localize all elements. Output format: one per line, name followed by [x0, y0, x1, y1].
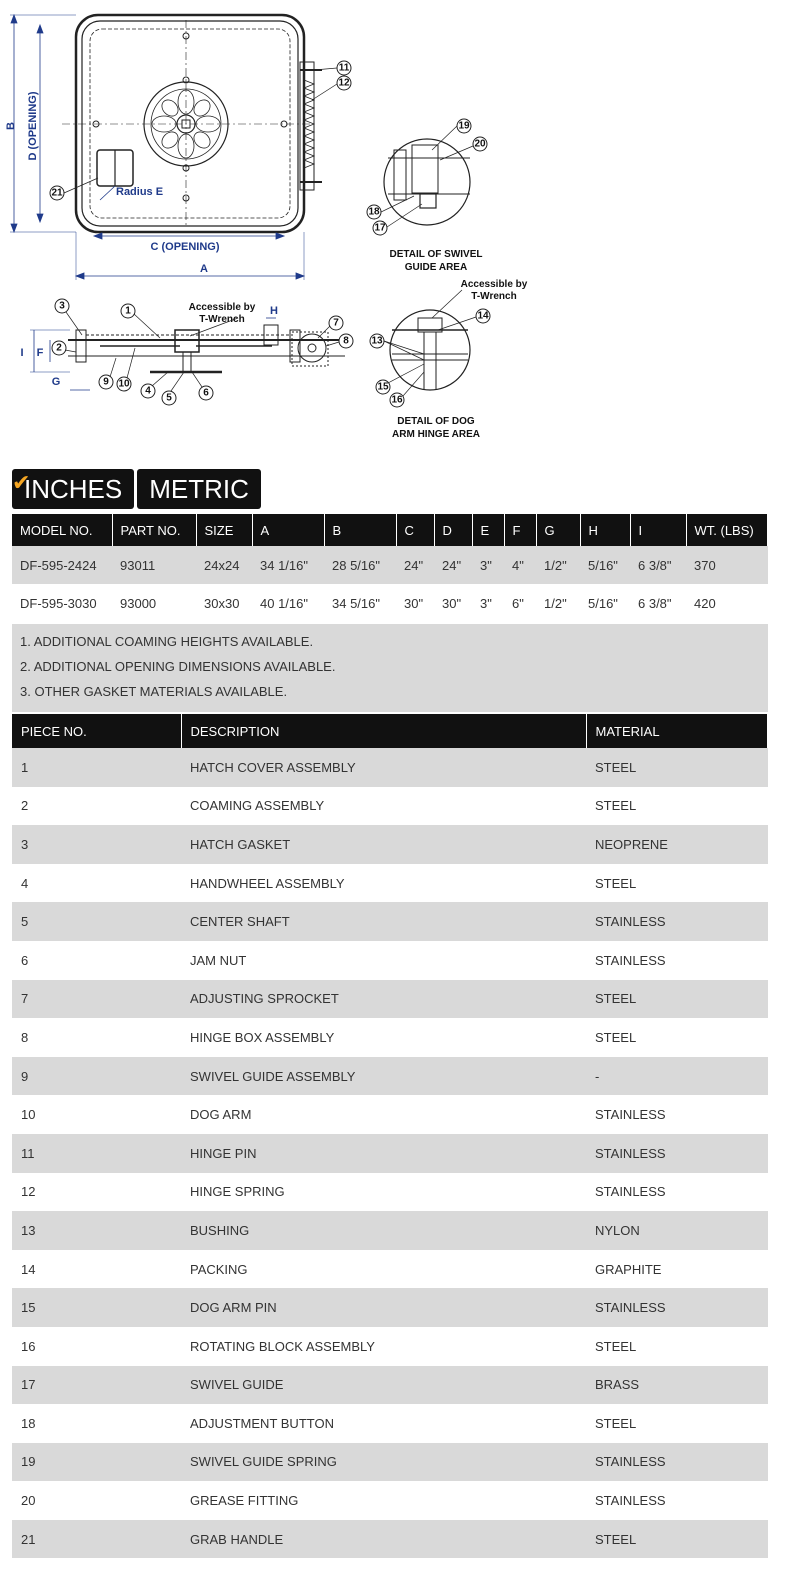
spec-cell: 93011 — [112, 546, 196, 584]
piece-no-cell: 20 — [21, 1493, 36, 1509]
spec-header-cell: PART NO. — [112, 514, 196, 546]
detail-swivel-guide — [384, 139, 470, 225]
spec-cell: 34 5/16" — [332, 595, 380, 611]
side-view — [30, 318, 345, 390]
piece-no-cell: 19 — [12, 1443, 181, 1482]
spec-header-cell: D — [434, 514, 472, 546]
description-cell: DOG ARM PIN — [181, 1288, 586, 1327]
dim-g-label: G — [51, 376, 61, 388]
tab-metric[interactable] — [137, 469, 261, 509]
description-cell: COAMING ASSEMBLY — [190, 798, 325, 814]
description-cell: GRAB HANDLE — [181, 1520, 586, 1559]
parts-row — [12, 1520, 768, 1559]
parts-row — [12, 1250, 768, 1289]
accessible-detail-line-2: T-Wrench — [471, 291, 517, 302]
parts-row — [12, 1288, 768, 1327]
piece-no-cell: 14 — [21, 1261, 36, 1277]
callout-10 — [117, 377, 131, 391]
spec-cell: 93000 — [120, 595, 157, 611]
piece-no-cell: 5 — [12, 902, 181, 941]
parts-row — [12, 980, 768, 1019]
svg-text:12: 12 — [338, 77, 350, 89]
piece-no-cell: 10 — [21, 1107, 36, 1123]
callout-9 — [99, 375, 113, 389]
callout-12 — [337, 76, 351, 90]
callout-5 — [162, 391, 176, 405]
spec-cell: 24" — [434, 546, 472, 584]
accessible-detail-line-1: Accessible by — [460, 279, 528, 290]
description-cell: JAM NUT — [190, 952, 247, 968]
spec-cell: 1/2" — [544, 595, 567, 611]
description-cell: ADJUSTMENT BUTTON — [190, 1415, 334, 1431]
piece-no-cell: 11 — [12, 1134, 181, 1173]
material-cell: BRASS — [586, 1366, 768, 1405]
spec-header-cell: SIZE — [196, 514, 252, 546]
parts-row — [12, 1443, 768, 1482]
material-cell: STAINLESS — [586, 1443, 768, 1482]
material-cell: STEEL — [586, 748, 768, 787]
description-cell: SWIVEL GUIDE ASSEMBLY — [181, 1057, 586, 1096]
piece-no-cell: 16 — [21, 1338, 36, 1354]
spec-header-cell: C — [396, 514, 434, 546]
callout-20 — [473, 137, 487, 151]
dim-h-label: H — [270, 305, 278, 317]
description-cell: SWIVEL GUIDE — [181, 1366, 586, 1405]
parts-row — [12, 1134, 768, 1173]
material-cell: STAINLESS — [595, 1184, 666, 1200]
spec-cell: 5/16" — [580, 546, 630, 584]
description-cell: HINGE SPRING — [190, 1184, 285, 1200]
svg-text:14: 14 — [477, 310, 489, 322]
technical-drawing — [0, 0, 786, 455]
material-cell: STAINLESS — [595, 1493, 666, 1509]
description-cell: ADJUSTING SPROCKET — [181, 980, 586, 1019]
callout-3 — [55, 299, 69, 313]
spec-cell: 24" — [396, 546, 434, 584]
spec-header-cell: G — [536, 514, 580, 546]
note-item: 3. OTHER GASKET MATERIALS AVAILABLE. — [20, 684, 288, 699]
spec-header-cell: B — [324, 514, 396, 546]
svg-text:1: 1 — [125, 305, 131, 317]
parts-row — [12, 1211, 768, 1250]
description-cell: HATCH COVER ASSEMBLY — [181, 748, 586, 787]
svg-text:15: 15 — [377, 381, 389, 393]
svg-text:4: 4 — [145, 385, 151, 397]
notes-block — [12, 624, 768, 712]
material-cell: NYLON — [586, 1211, 768, 1250]
svg-text:7: 7 — [333, 317, 339, 329]
description-cell: GREASE FITTING — [190, 1493, 299, 1509]
spec-cell: 30" — [442, 595, 462, 611]
detail-swivel-caption-line-2: GUIDE AREA — [404, 262, 468, 273]
description-cell: BUSHING — [181, 1211, 586, 1250]
material-cell: STEEL — [595, 875, 637, 891]
piece-no-cell: 6 — [21, 952, 29, 968]
spec-header-cell: A — [252, 514, 324, 546]
svg-text:9: 9 — [103, 376, 109, 388]
detail-dog-caption-line-1: DETAIL OF DOG — [397, 416, 475, 427]
piece-no-cell: 21 — [12, 1520, 181, 1559]
piece-no-cell: 8 — [21, 1029, 29, 1045]
callout-11 — [337, 61, 351, 75]
piece-no-cell: 18 — [21, 1415, 36, 1431]
spec-cell: 370 — [686, 546, 768, 584]
parts-row — [12, 1057, 768, 1096]
description-cell: PACKING — [190, 1261, 248, 1277]
description-cell: HATCH GASKET — [181, 825, 586, 864]
svg-text:3: 3 — [59, 300, 65, 312]
svg-text:2: 2 — [56, 342, 62, 354]
material-cell: GRAPHITE — [595, 1261, 662, 1277]
svg-text:11: 11 — [338, 62, 350, 74]
parts-row — [12, 902, 768, 941]
dim-d-label: D (OPENING) — [27, 91, 39, 161]
spec-header-cell: F — [504, 514, 536, 546]
svg-text:10: 10 — [118, 378, 130, 390]
spec-cell: 40 1/16" — [260, 595, 308, 611]
dim-b-label: B — [5, 122, 17, 130]
svg-text:8: 8 — [343, 335, 349, 347]
callout-18 — [367, 205, 381, 219]
spec-cell: DF-595-2424 — [12, 546, 112, 584]
callout-2 — [52, 341, 66, 355]
parts-header-cell: MATERIAL — [586, 714, 768, 748]
description-cell: CENTER SHAFT — [181, 902, 586, 941]
spec-cell: 6 3/8" — [630, 546, 686, 584]
parts-row — [12, 1095, 768, 1134]
material-cell: STEEL — [595, 1029, 637, 1045]
material-cell: STAINLESS — [595, 1107, 666, 1123]
parts-row — [12, 1327, 768, 1366]
accessible-note-line-2: T-Wrench — [199, 314, 245, 325]
parts-row — [12, 941, 768, 980]
material-cell: STEEL — [595, 798, 637, 814]
piece-no-cell: 12 — [21, 1184, 36, 1200]
spec-cell: 3" — [480, 595, 492, 611]
material-cell: STEEL — [595, 1415, 637, 1431]
spec-header-row — [12, 514, 768, 546]
parts-row — [12, 1404, 768, 1443]
parts-row — [12, 787, 768, 826]
dim-i-label: I — [20, 347, 24, 359]
material-cell: STAINLESS — [586, 1288, 768, 1327]
spec-header-cell: I — [630, 514, 686, 546]
accessible-note-line-1: Accessible by — [188, 302, 256, 313]
spec-cell: DF-595-3030 — [20, 595, 97, 611]
spec-header-cell: WT. (LBS) — [686, 514, 768, 546]
spec-cell: 30x30 — [204, 595, 240, 611]
piece-no-cell: 2 — [21, 798, 29, 814]
callout-6 — [199, 386, 213, 400]
spec-row — [12, 584, 768, 622]
parts-row — [12, 864, 768, 903]
piece-no-cell: 17 — [12, 1366, 181, 1405]
spec-cell: 30" — [404, 595, 424, 611]
description-cell: HINGE BOX ASSEMBLY — [190, 1029, 335, 1045]
description-cell: ROTATING BLOCK ASSEMBLY — [190, 1338, 375, 1354]
spec-table — [12, 514, 768, 622]
svg-text:16: 16 — [391, 394, 403, 406]
description-cell: DOG ARM — [190, 1107, 252, 1123]
svg-text:6: 6 — [203, 387, 209, 399]
material-cell: NEOPRENE — [586, 825, 768, 864]
dim-radius-e-label: Radius E — [116, 186, 164, 198]
parts-body — [12, 748, 768, 1558]
piece-no-cell: 4 — [21, 875, 29, 891]
svg-text:19: 19 — [458, 120, 470, 132]
spec-cell: 28 5/16" — [324, 546, 396, 584]
callout-14 — [476, 309, 490, 323]
dim-a-label: A — [200, 263, 208, 275]
parts-row — [12, 825, 768, 864]
spec-cell: 24x24 — [196, 546, 252, 584]
callout-19 — [457, 119, 471, 133]
tab-inches[interactable] — [12, 469, 134, 509]
spec-cell: 6 3/8" — [638, 595, 672, 611]
piece-no-cell: 9 — [12, 1057, 181, 1096]
piece-no-cell: 7 — [12, 980, 181, 1019]
note-item: 2. ADDITIONAL OPENING DIMENSIONS AVAILABLE. — [20, 659, 336, 674]
tab-inches-label: INCHES — [24, 474, 123, 504]
parts-table — [12, 714, 768, 1558]
spec-header-cell: MODEL NO. — [12, 514, 112, 546]
dim-f-label: F — [36, 347, 44, 359]
callout-16 — [390, 393, 404, 407]
piece-no-cell: 1 — [12, 748, 181, 787]
callout-21 — [50, 186, 64, 200]
description-cell: SWIVEL GUIDE SPRING — [181, 1443, 586, 1482]
spec-cell: 5/16" — [588, 595, 618, 611]
piece-no-cell: 13 — [12, 1211, 181, 1250]
checkmark-icon: ✔ — [12, 470, 31, 495]
detail-dog-caption-line-2: ARM HINGE AREA — [392, 429, 480, 440]
svg-text:20: 20 — [474, 138, 486, 150]
callout-8 — [339, 334, 353, 348]
callout-4 — [141, 384, 155, 398]
spec-cell: 34 1/16" — [252, 546, 324, 584]
unit-tabs — [12, 469, 261, 509]
description-cell: HANDWHEEL ASSEMBLY — [190, 875, 345, 891]
spec-header-cell: E — [472, 514, 504, 546]
parts-row — [12, 748, 768, 787]
callout-17 — [373, 221, 387, 235]
material-cell: STAINLESS — [595, 952, 666, 968]
spec-cell: 1/2" — [536, 546, 580, 584]
spec-cell: 4" — [504, 546, 536, 584]
note-item: 1. ADDITIONAL COAMING HEIGHTS AVAILABLE. — [20, 634, 314, 649]
spec-cell: 420 — [694, 595, 716, 611]
svg-text:13: 13 — [371, 335, 383, 347]
spec-header-cell: H — [580, 514, 630, 546]
spec-cell: 3" — [472, 546, 504, 584]
tab-metric-label: METRIC — [149, 474, 249, 504]
callout-13 — [370, 334, 384, 348]
svg-text:17: 17 — [374, 222, 386, 234]
spec-cell: 6" — [512, 595, 524, 611]
callout-7 — [329, 316, 343, 330]
material-cell: STEEL — [586, 980, 768, 1019]
description-cell: HINGE PIN — [181, 1134, 586, 1173]
spec-row — [12, 546, 768, 584]
detail-dog-arm — [390, 310, 470, 390]
parts-row — [12, 1366, 768, 1405]
material-cell: STEEL — [595, 1338, 637, 1354]
parts-row — [12, 1481, 768, 1520]
piece-no-cell: 3 — [12, 825, 181, 864]
parts-header-row — [12, 714, 768, 748]
material-cell: - — [586, 1057, 768, 1096]
svg-text:18: 18 — [368, 206, 380, 218]
parts-row — [12, 1173, 768, 1212]
parts-header-cell: DESCRIPTION — [181, 714, 586, 748]
callout-15 — [376, 380, 390, 394]
svg-text:21: 21 — [51, 187, 63, 199]
material-cell: STAINLESS — [586, 902, 768, 941]
parts-header-cell: PIECE NO. — [12, 714, 181, 748]
dim-c-label: C (OPENING) — [150, 241, 220, 253]
parts-row — [12, 1018, 768, 1057]
callout-1 — [121, 304, 135, 318]
detail-swivel-caption-line-1: DETAIL OF SWIVEL — [389, 249, 483, 260]
piece-no-cell: 15 — [12, 1288, 181, 1327]
material-cell: STAINLESS — [586, 1134, 768, 1173]
svg-text:5: 5 — [166, 392, 172, 404]
material-cell: STEEL — [586, 1520, 768, 1559]
